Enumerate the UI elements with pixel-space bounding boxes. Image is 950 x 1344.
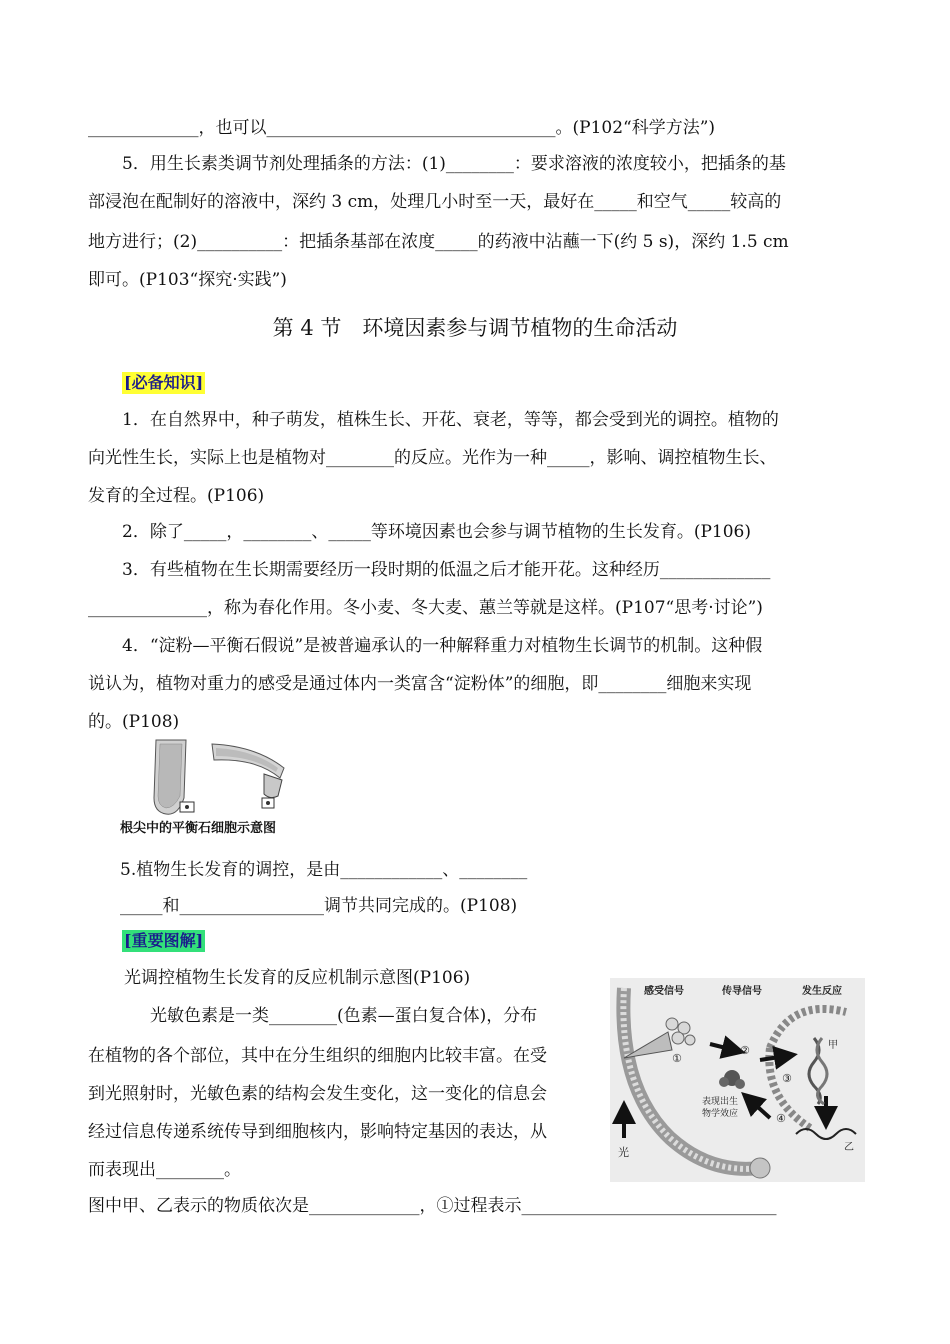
- text-line: 图中甲、乙表示的物质依次是_____________，①过程表示______________________________: [88, 1196, 777, 1216]
- diagram-label: 物学效应: [702, 1109, 739, 1119]
- light-response-diagram: [610, 978, 865, 1182]
- text-line: 向光性生长，实际上也是植物对________的反应。光作为一种_____，影响、调控植物生长、: [88, 448, 777, 468]
- text-line: 说认为，植物对重力的感受是通过体内一类富含“淀粉体”的细胞，即________细胞来实现: [88, 674, 752, 694]
- text-line: 而表现出________。: [88, 1160, 241, 1180]
- text-line: _____和_________________调节共同完成的。(P108): [120, 896, 518, 916]
- text-line: 即可。(P103“探究·实践”): [88, 270, 287, 290]
- diagram-label: ③: [782, 1072, 792, 1085]
- section-heading: 第 4 节 环境因素参与调节植物的生命活动: [272, 316, 678, 340]
- text-line: 光调控植物生长发育的反应机制示意图(P106): [124, 968, 471, 988]
- text-line: ______________，称为春化作用。冬小麦、冬大麦、蕙兰等就是这样。(P107“思考·讨论”): [88, 598, 763, 618]
- diagram-label: ②: [740, 1044, 750, 1057]
- text-line: 在植物的各个部位，其中在分生组织的细胞内比较丰富。在受: [88, 1046, 547, 1066]
- diagram-label: ①: [672, 1052, 682, 1065]
- text-line: 到光照射时，光敏色素的结构会发生变化，这一变化的信息会: [88, 1084, 547, 1104]
- diagram-header: 感受信号: [644, 986, 684, 997]
- figure-caption: 根尖中的平衡石细胞示意图: [120, 821, 277, 836]
- text-line: 1．在自然界中，种子萌发，植株生长、开花、衰老，等等，都会受到光的调控。植物的: [122, 410, 779, 430]
- text-line: 5．用生长素类调节剂处理插条的方法：(1)________：要求溶液的浓度较小，把插条的基: [122, 154, 786, 174]
- text-line: 3．有些植物在生长期需要经历一段时期的低温之后才能开花。这种经历_____________: [122, 560, 771, 580]
- text-line: 的。(P108): [88, 712, 180, 732]
- diagram-label: 乙: [844, 1142, 854, 1153]
- text-line: 光敏色素是一类________(色素—蛋白复合体)，分布: [150, 1006, 538, 1026]
- text-line: _____________，也可以__________________________________。(P102“科学方法”): [88, 118, 716, 138]
- section-tag: [重要图解]: [124, 931, 204, 950]
- text-line: 4．“淀粉—平衡石假说”是被普遍承认的一种解释重力对植物生长调节的机制。这种假: [122, 636, 763, 656]
- diagram-header: 传导信号: [722, 986, 762, 997]
- text-line: 发育的全过程。(P106): [88, 486, 265, 506]
- text-line: 地方进行；(2)__________：把插条基部在浓度_____的药液中沾蘸一下(约 5 s)，深约 1.5 cm: [88, 232, 789, 252]
- diagram-header: 发生反应: [802, 986, 842, 997]
- diagram-label: ④: [776, 1112, 786, 1125]
- text-line: 经过信息传递系统传导到细胞核内，影响特定基因的表达，从: [88, 1122, 547, 1142]
- section-tag: [必备知识]: [124, 373, 204, 392]
- text-line: 5.植物生长发育的调控，是由____________、________: [120, 860, 528, 880]
- root-tip-figure: [146, 738, 296, 818]
- diagram-label: 表现出生: [702, 1097, 739, 1107]
- diagram-label: 甲: [828, 1040, 838, 1051]
- text-line: 2．除了_____，________、_____等环境因素也会参与调节植物的生长发育。(P106): [122, 522, 751, 542]
- diagram-label: 光: [618, 1146, 629, 1159]
- text-line: 部浸泡在配制好的溶液中，深约 3 cm，处理几小时至一天，最好在_____和空气_____较高的: [88, 192, 782, 212]
